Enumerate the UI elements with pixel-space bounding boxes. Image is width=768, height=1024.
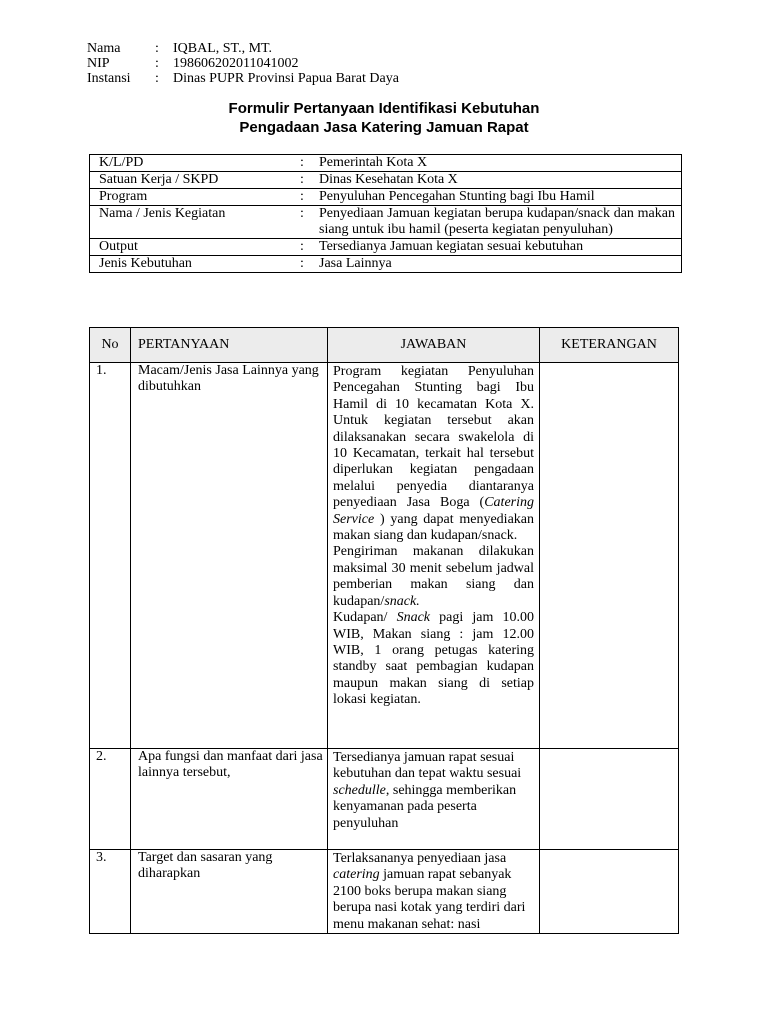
- answer-italic: Catering Service: [333, 495, 534, 527]
- info-row-klpd: [90, 155, 682, 172]
- info-label: Nama / Jenis Kegiatan: [90, 206, 298, 239]
- header-answer: JAWABAN: [328, 328, 540, 363]
- info-value: Dinas Kesehatan Kota X: [314, 172, 682, 189]
- form-title-line1: Formulir Pertanyaan Identifikasi Kebutuhan: [228, 100, 540, 117]
- answer-paragraph: [333, 610, 534, 708]
- info-value: Pemerintah Kota X: [314, 155, 682, 172]
- instansi-label: Instansi: [87, 71, 131, 86]
- header-remark: KETERANGAN: [540, 328, 679, 363]
- row-number: 1.: [90, 363, 131, 749]
- nip-value: 198606202011041002: [173, 56, 299, 71]
- nama-value: IQBAL, ST., MT.: [173, 41, 273, 56]
- answer-text: Pengiriman makanan dilakukan maksimal 30 menit sebelum jadwal pemberian makan siang dan kudapan/: [333, 544, 534, 609]
- nip-label: NIP: [87, 56, 110, 71]
- info-separator: :: [297, 155, 314, 172]
- row-remark: [540, 363, 679, 749]
- row-question: Apa fungsi dan manfaat dari jasa lainnya tersebut,: [131, 749, 328, 850]
- row-number: 2.: [90, 749, 131, 850]
- answer-italic: Snack: [396, 610, 430, 626]
- info-row-jenis: [90, 256, 682, 273]
- info-label: Program: [90, 189, 298, 206]
- info-row-satker: [90, 172, 682, 189]
- info-row-program: [90, 189, 682, 206]
- row-remark: [540, 749, 679, 850]
- row-answer: [328, 749, 540, 850]
- row-answer: [328, 363, 540, 749]
- table-row: [90, 850, 679, 934]
- separator: :: [155, 71, 159, 86]
- answer-italic: snack.: [384, 593, 420, 609]
- info-value: Jasa Lainnya: [314, 256, 682, 273]
- info-row-kegiatan: [90, 206, 682, 239]
- answer-text: ) yang dapat menyediakan makan siang dan kudapan/snack.: [333, 511, 534, 544]
- info-separator: :: [297, 172, 314, 189]
- instansi-row: [87, 71, 399, 86]
- row-remark: [540, 850, 679, 934]
- answer-text: , sehingga memberikan kenyamanan pada peserta penyuluhan: [333, 782, 517, 831]
- info-table: [89, 154, 682, 273]
- info-row-output: [90, 239, 682, 256]
- info-value: Penyediaan Jamuan kegiatan berupa kudapan/snack dan makan siang untuk ibu hamil (peserta kegiatan penyuluhan): [314, 206, 682, 239]
- row-question: Macam/Jenis Jasa Lainnya yang dibutuhkan: [131, 363, 328, 749]
- nama-row: [87, 41, 399, 56]
- header-no: No: [90, 328, 131, 363]
- answer-text: Program kegiatan Penyuluhan Pencegahan Stunting bagi Ibu Hamil di 10 kecamatan Kota X. Untuk kegiatan tersebut akan dilaksanakan secara swakelola di 10 Kecamatan, terkait hal tersebut diperlukan kegiatan pengadaan melalui penyedia diantaranya penyediaan Jasa Boga (: [333, 364, 534, 511]
- separator: :: [155, 56, 159, 71]
- info-separator: :: [297, 189, 314, 206]
- identity-block: [87, 41, 399, 86]
- answer-text: Tersedianya jamuan rapat sesuai kebutuhan dan tepat waktu sesuai: [333, 750, 522, 782]
- info-value: Penyuluhan Pencegahan Stunting bagi Ibu Hamil: [314, 189, 682, 206]
- answer-paragraph: [333, 544, 534, 610]
- form-title-line2: Pengadaan Jasa Katering Jamuan Rapat: [239, 119, 529, 136]
- table-row: [90, 363, 679, 749]
- answer-text: Terlaksananya penyediaan jasa: [333, 851, 507, 866]
- info-separator: :: [297, 206, 314, 239]
- row-number: 3.: [90, 850, 131, 934]
- info-separator: :: [297, 239, 314, 256]
- question-table-header: [90, 328, 679, 363]
- instansi-value: Dinas PUPR Provinsi Papua Barat Daya: [173, 71, 399, 86]
- info-label: Jenis Kebutuhan: [90, 256, 298, 273]
- answer-text: pagi jam 10.00 WIB, Makan siang : jam 12.00 WIB, 1 orang petugas katering standby saat pembagian kudapan maupun makan siang di setiap lokasi kegiatan.: [333, 610, 534, 708]
- info-label: Output: [90, 239, 298, 256]
- answer-paragraph: [333, 364, 534, 544]
- info-label: Satuan Kerja / SKPD: [90, 172, 298, 189]
- info-value: Tersedianya Jamuan kegiatan sesuai kebutuhan: [314, 239, 682, 256]
- question-table: [89, 327, 679, 934]
- separator: :: [155, 41, 159, 56]
- table-row: [90, 749, 679, 850]
- nip-row: [87, 56, 399, 71]
- info-separator: :: [297, 256, 314, 273]
- nama-label: Nama: [87, 41, 121, 56]
- answer-text: jamuan rapat sebanyak 2100 boks berupa makan siang berupa nasi kotak yang terdiri dari menu makanan sehat: nasi: [333, 867, 526, 932]
- header-question: PERTANYAAN: [131, 328, 328, 363]
- answer-italic: schedulle: [333, 782, 386, 798]
- info-label: K/L/PD: [90, 155, 298, 172]
- answer-text: Kudapan/: [333, 610, 397, 626]
- answer-italic: catering: [333, 867, 380, 883]
- row-answer: [328, 850, 540, 934]
- row-question: Target dan sasaran yang diharapkan: [131, 850, 328, 934]
